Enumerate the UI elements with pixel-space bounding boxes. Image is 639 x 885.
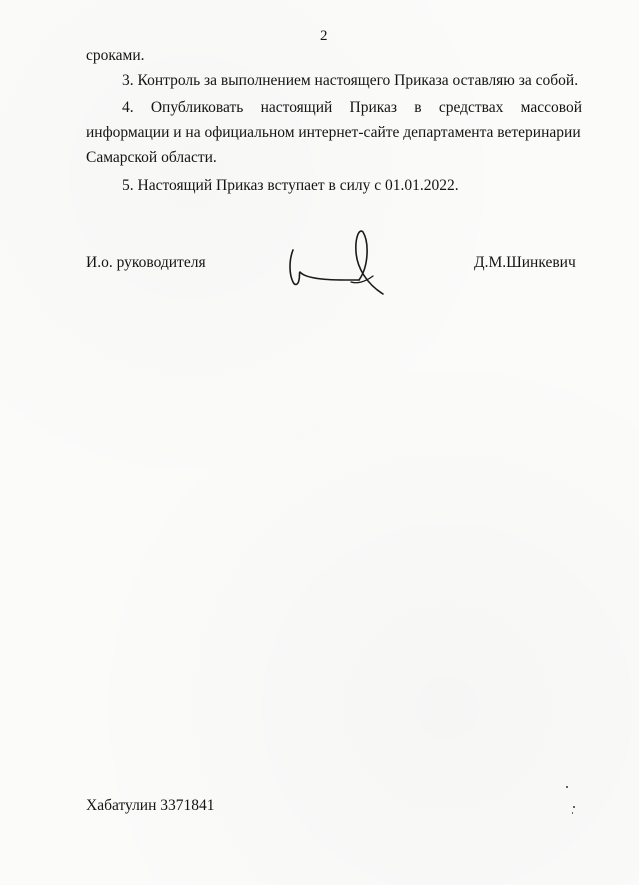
body-line: 4. Опубликовать настоящий Приказ в средствах массовой <box>122 99 582 116</box>
body-line: сроками. <box>86 47 145 64</box>
page-number: 2 <box>320 28 328 44</box>
handwritten-signature <box>283 228 388 296</box>
scan-speck <box>566 786 568 788</box>
scan-speck <box>573 806 575 808</box>
signatory-name: Д.М.Шинкевич <box>474 254 576 271</box>
body-line: Самарской области. <box>86 149 217 166</box>
executor-contact: Хабатулин 3371841 <box>86 797 215 814</box>
scan-speck <box>572 812 573 814</box>
signatory-role: И.о. руководителя <box>86 254 206 271</box>
body-line: 5. Настоящий Приказ вступает в силу с 01.01.2022. <box>122 177 459 194</box>
body-line: информации и на официальном интернет-сайте департамента ветеринарии <box>86 124 581 141</box>
body-line: 3. Контроль за выполнением настоящего Приказа оставляю за собой. <box>122 72 579 89</box>
